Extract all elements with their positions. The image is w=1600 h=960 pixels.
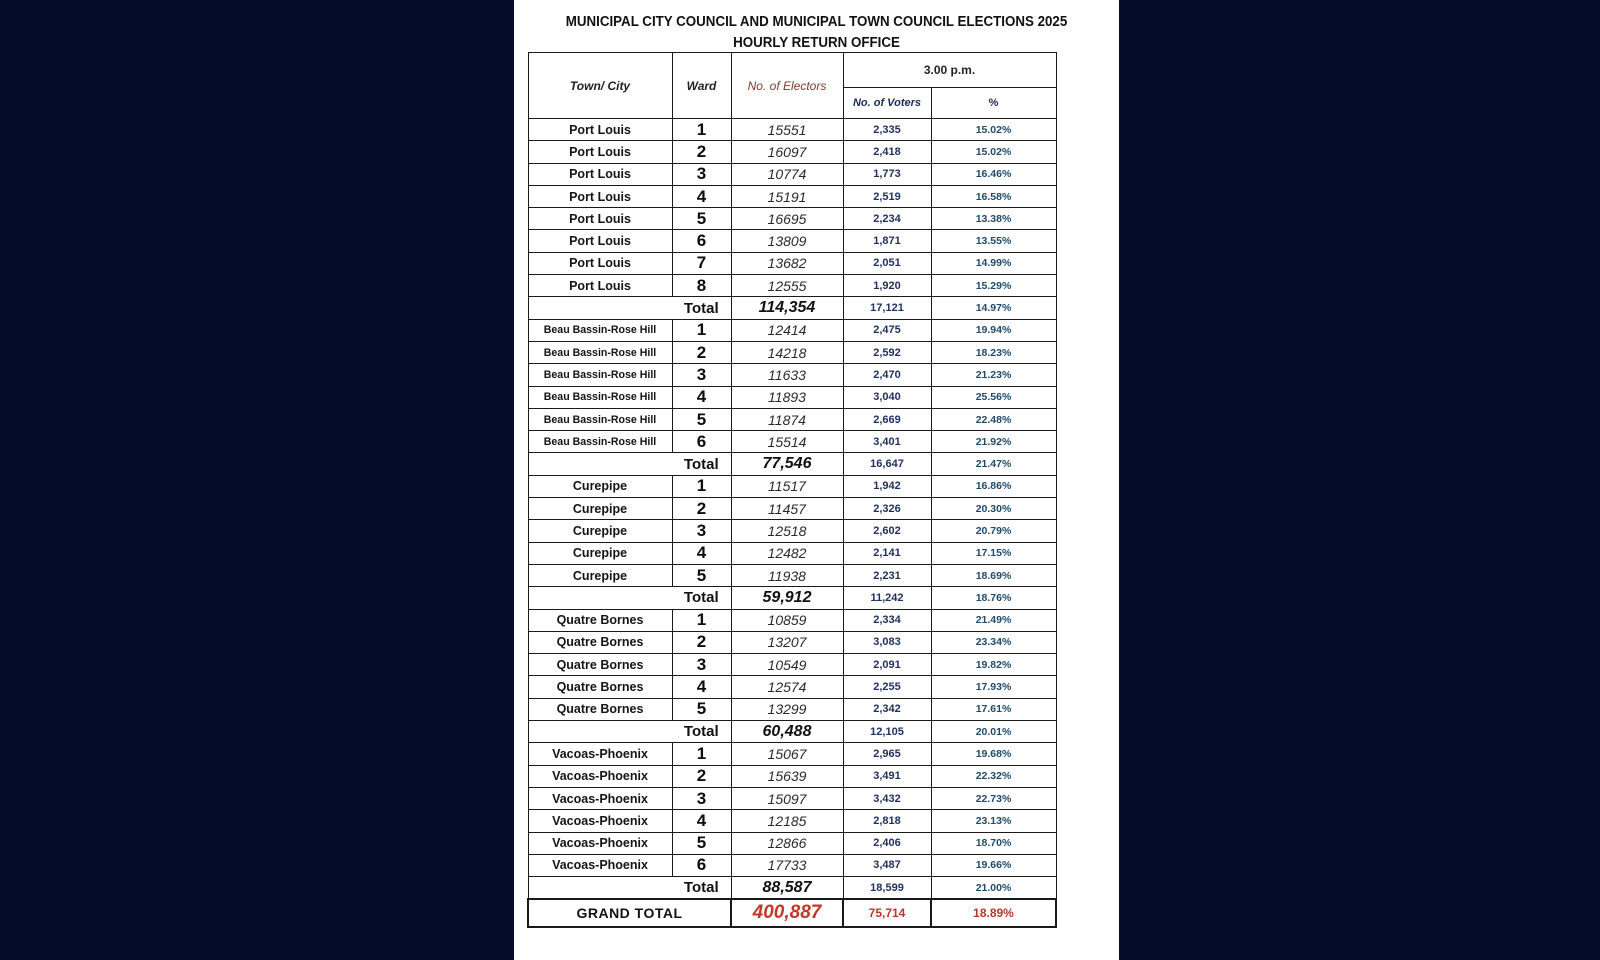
table-row xyxy=(528,275,1056,297)
ward-cell: 6 xyxy=(672,431,731,453)
grand-total-label: GRAND TOTAL xyxy=(528,899,731,927)
electors-cell: 11874 xyxy=(731,408,843,430)
voters-cell: 3,487 xyxy=(843,854,931,876)
header-electors: No. of Electors xyxy=(731,53,843,119)
voters-cell: 3,432 xyxy=(843,787,931,809)
town-cell: Quatre Bornes xyxy=(528,609,672,631)
town-cell: Quatre Bornes xyxy=(528,654,672,676)
town-cell: Vacoas-Phoenix xyxy=(528,854,672,876)
town-cell: Beau Bassin-Rose Hill xyxy=(528,341,672,363)
total-spacer-cell xyxy=(528,297,672,319)
town-cell: Curepipe xyxy=(528,498,672,520)
total-electors: 59,912 xyxy=(731,587,843,609)
total-row xyxy=(528,877,1056,900)
total-voters: 11,242 xyxy=(843,587,931,609)
electors-cell: 17733 xyxy=(731,854,843,876)
ward-cell: 3 xyxy=(672,520,731,542)
percent-cell: 19.66% xyxy=(931,854,1056,876)
ward-cell: 2 xyxy=(672,498,731,520)
header-town: Town/ City xyxy=(528,53,672,119)
electors-cell: 15067 xyxy=(731,743,843,765)
voters-cell: 2,818 xyxy=(843,810,931,832)
ward-cell: 1 xyxy=(672,475,731,497)
electors-cell: 11893 xyxy=(731,386,843,408)
town-cell: Vacoas-Phoenix xyxy=(528,787,672,809)
total-percent: 18.76% xyxy=(931,587,1056,609)
ward-cell: 3 xyxy=(672,654,731,676)
town-cell: Beau Bassin-Rose Hill xyxy=(528,386,672,408)
table-row xyxy=(528,743,1056,765)
electors-cell: 16097 xyxy=(731,141,843,163)
town-cell: Port Louis xyxy=(528,275,672,297)
total-label: Total xyxy=(672,587,731,609)
town-cell: Port Louis xyxy=(528,230,672,252)
percent-cell: 17.61% xyxy=(931,698,1056,720)
table-row xyxy=(528,230,1056,252)
voters-cell: 2,406 xyxy=(843,832,931,854)
total-spacer-cell xyxy=(528,721,672,743)
total-percent: 14.97% xyxy=(931,297,1056,319)
table-row xyxy=(528,631,1056,653)
percent-cell: 15.02% xyxy=(931,141,1056,163)
total-voters: 16,647 xyxy=(843,453,931,475)
table-row xyxy=(528,431,1056,453)
ward-cell: 1 xyxy=(672,743,731,765)
voters-cell: 2,470 xyxy=(843,364,931,386)
table-row xyxy=(528,163,1056,185)
percent-cell: 19.82% xyxy=(931,654,1056,676)
voters-cell: 3,083 xyxy=(843,631,931,653)
ward-cell: 4 xyxy=(672,386,731,408)
voters-cell: 2,592 xyxy=(843,341,931,363)
table-row xyxy=(528,408,1056,430)
total-label: Total xyxy=(672,297,731,319)
total-row xyxy=(528,721,1056,743)
total-row xyxy=(528,297,1056,319)
results-table xyxy=(527,52,1057,928)
voters-cell: 1,871 xyxy=(843,230,931,252)
ward-cell: 5 xyxy=(672,564,731,586)
total-electors: 88,587 xyxy=(731,877,843,900)
electors-cell: 11457 xyxy=(731,498,843,520)
table-row xyxy=(528,475,1056,497)
table-row xyxy=(528,654,1056,676)
total-voters: 18,599 xyxy=(843,877,931,900)
percent-cell: 21.49% xyxy=(931,609,1056,631)
percent-cell: 20.79% xyxy=(931,520,1056,542)
table-row xyxy=(528,252,1056,274)
percent-cell: 23.34% xyxy=(931,631,1056,653)
percent-cell: 22.48% xyxy=(931,408,1056,430)
voters-cell: 2,255 xyxy=(843,676,931,698)
total-electors: 77,546 xyxy=(731,453,843,475)
electors-cell: 12414 xyxy=(731,319,843,341)
voters-cell: 2,091 xyxy=(843,654,931,676)
table-row xyxy=(528,386,1056,408)
ward-cell: 2 xyxy=(672,765,731,787)
ward-cell: 1 xyxy=(672,609,731,631)
percent-cell: 16.46% xyxy=(931,163,1056,185)
ward-cell: 2 xyxy=(672,141,731,163)
electors-cell: 10774 xyxy=(731,163,843,185)
grand-total-voters: 75,714 xyxy=(843,899,931,927)
voters-cell: 2,326 xyxy=(843,498,931,520)
table-row xyxy=(528,364,1056,386)
ward-cell: 8 xyxy=(672,275,731,297)
table-row xyxy=(528,208,1056,230)
percent-cell: 17.15% xyxy=(931,542,1056,564)
voters-cell: 2,231 xyxy=(843,564,931,586)
grand-total-row xyxy=(528,899,1056,927)
table-row xyxy=(528,319,1056,341)
document-title: MUNICIPAL CITY COUNCIL AND MUNICIPAL TOWN COUNCIL ELECTIONS 2025 xyxy=(565,14,1068,30)
percent-cell: 15.29% xyxy=(931,275,1056,297)
electors-cell: 15551 xyxy=(731,119,843,141)
town-cell: Curepipe xyxy=(528,475,672,497)
town-cell: Port Louis xyxy=(528,163,672,185)
town-cell: Beau Bassin-Rose Hill xyxy=(528,364,672,386)
voters-cell: 2,334 xyxy=(843,609,931,631)
table-row xyxy=(528,341,1056,363)
ward-cell: 6 xyxy=(672,230,731,252)
town-cell: Port Louis xyxy=(528,119,672,141)
voters-cell: 2,669 xyxy=(843,408,931,430)
voters-cell: 2,141 xyxy=(843,542,931,564)
header-ward: Ward xyxy=(672,53,731,119)
percent-cell: 16.58% xyxy=(931,185,1056,207)
total-electors: 60,488 xyxy=(731,721,843,743)
town-cell: Beau Bassin-Rose Hill xyxy=(528,408,672,430)
town-cell: Curepipe xyxy=(528,520,672,542)
electors-cell: 12482 xyxy=(731,542,843,564)
table-row xyxy=(528,520,1056,542)
electors-cell: 13207 xyxy=(731,631,843,653)
electors-cell: 11938 xyxy=(731,564,843,586)
table-row xyxy=(528,141,1056,163)
electors-cell: 11517 xyxy=(731,475,843,497)
percent-cell: 18.70% xyxy=(931,832,1056,854)
electors-cell: 13682 xyxy=(731,252,843,274)
percent-cell: 18.23% xyxy=(931,341,1056,363)
table-row xyxy=(528,832,1056,854)
ward-cell: 2 xyxy=(672,631,731,653)
total-row xyxy=(528,587,1056,609)
total-spacer-cell xyxy=(528,453,672,475)
total-voters: 12,105 xyxy=(843,721,931,743)
voters-cell: 2,965 xyxy=(843,743,931,765)
table-row xyxy=(528,542,1056,564)
town-cell: Vacoas-Phoenix xyxy=(528,832,672,854)
town-cell: Vacoas-Phoenix xyxy=(528,810,672,832)
electors-cell: 12185 xyxy=(731,810,843,832)
ward-cell: 2 xyxy=(672,341,731,363)
percent-cell: 21.23% xyxy=(931,364,1056,386)
total-voters: 17,121 xyxy=(843,297,931,319)
town-cell: Port Louis xyxy=(528,252,672,274)
grand-total-percent: 18.89% xyxy=(931,899,1056,927)
header-percent: % xyxy=(931,88,1056,119)
voters-cell: 2,418 xyxy=(843,141,931,163)
electors-cell: 12518 xyxy=(731,520,843,542)
electors-cell: 16695 xyxy=(731,208,843,230)
total-spacer-cell xyxy=(528,587,672,609)
header-time: 3.00 p.m. xyxy=(843,53,1056,88)
voters-cell: 1,773 xyxy=(843,163,931,185)
voters-cell: 3,040 xyxy=(843,386,931,408)
grand-total-electors: 400,887 xyxy=(731,899,843,927)
electors-cell: 13809 xyxy=(731,230,843,252)
ward-cell: 6 xyxy=(672,854,731,876)
table-row xyxy=(528,810,1056,832)
percent-cell: 25.56% xyxy=(931,386,1056,408)
ward-cell: 5 xyxy=(672,208,731,230)
voters-cell: 2,475 xyxy=(843,319,931,341)
table-row xyxy=(528,676,1056,698)
voters-cell: 2,335 xyxy=(843,119,931,141)
voters-cell: 3,401 xyxy=(843,431,931,453)
ward-cell: 1 xyxy=(672,119,731,141)
electors-cell: 15191 xyxy=(731,185,843,207)
percent-cell: 23.13% xyxy=(931,810,1056,832)
results-body xyxy=(528,119,1056,928)
total-percent: 21.00% xyxy=(931,877,1056,900)
total-spacer-cell xyxy=(528,877,672,900)
town-cell: Vacoas-Phoenix xyxy=(528,743,672,765)
electors-cell: 12574 xyxy=(731,676,843,698)
ward-cell: 1 xyxy=(672,319,731,341)
town-cell: Quatre Bornes xyxy=(528,698,672,720)
total-label: Total xyxy=(672,877,731,900)
town-cell: Quatre Bornes xyxy=(528,631,672,653)
town-cell: Beau Bassin-Rose Hill xyxy=(528,431,672,453)
ward-cell: 4 xyxy=(672,542,731,564)
ward-cell: 4 xyxy=(672,810,731,832)
total-percent: 21.47% xyxy=(931,453,1056,475)
percent-cell: 22.73% xyxy=(931,787,1056,809)
electors-cell: 12866 xyxy=(731,832,843,854)
town-cell: Port Louis xyxy=(528,185,672,207)
table-row xyxy=(528,119,1056,141)
total-row xyxy=(528,453,1056,475)
percent-cell: 16.86% xyxy=(931,475,1056,497)
percent-cell: 13.38% xyxy=(931,208,1056,230)
percent-cell: 19.94% xyxy=(931,319,1056,341)
percent-cell: 18.69% xyxy=(931,564,1056,586)
ward-cell: 4 xyxy=(672,676,731,698)
electors-cell: 13299 xyxy=(731,698,843,720)
ward-cell: 3 xyxy=(672,364,731,386)
town-cell: Curepipe xyxy=(528,564,672,586)
electors-cell: 15097 xyxy=(731,787,843,809)
ward-cell: 5 xyxy=(672,698,731,720)
electors-cell: 12555 xyxy=(731,275,843,297)
town-cell: Quatre Bornes xyxy=(528,676,672,698)
results-sheet xyxy=(514,0,1119,960)
electors-cell: 15639 xyxy=(731,765,843,787)
town-cell: Curepipe xyxy=(528,542,672,564)
table-row xyxy=(528,498,1056,520)
voters-cell: 3,491 xyxy=(843,765,931,787)
voters-cell: 2,234 xyxy=(843,208,931,230)
voters-cell: 2,519 xyxy=(843,185,931,207)
electors-cell: 10549 xyxy=(731,654,843,676)
percent-cell: 14.99% xyxy=(931,252,1056,274)
town-cell: Vacoas-Phoenix xyxy=(528,765,672,787)
town-cell: Port Louis xyxy=(528,141,672,163)
table-row xyxy=(528,854,1056,876)
header-voters: No. of Voters xyxy=(843,88,931,119)
percent-cell: 20.30% xyxy=(931,498,1056,520)
voters-cell: 2,051 xyxy=(843,252,931,274)
total-label: Total xyxy=(672,721,731,743)
document-subtitle: HOURLY RETURN OFFICE xyxy=(733,35,900,51)
ward-cell: 3 xyxy=(672,163,731,185)
table-row xyxy=(528,609,1056,631)
voters-cell: 1,920 xyxy=(843,275,931,297)
percent-cell: 22.32% xyxy=(931,765,1056,787)
total-label: Total xyxy=(672,453,731,475)
electors-cell: 14218 xyxy=(731,341,843,363)
percent-cell: 21.92% xyxy=(931,431,1056,453)
ward-cell: 5 xyxy=(672,408,731,430)
voters-cell: 2,602 xyxy=(843,520,931,542)
percent-cell: 15.02% xyxy=(931,119,1056,141)
table-row xyxy=(528,185,1056,207)
ward-cell: 3 xyxy=(672,787,731,809)
table-row xyxy=(528,564,1056,586)
percent-cell: 19.68% xyxy=(931,743,1056,765)
town-cell: Beau Bassin-Rose Hill xyxy=(528,319,672,341)
voters-cell: 1,942 xyxy=(843,475,931,497)
ward-cell: 5 xyxy=(672,832,731,854)
voters-cell: 2,342 xyxy=(843,698,931,720)
table-row xyxy=(528,765,1056,787)
ward-cell: 7 xyxy=(672,252,731,274)
ward-cell: 4 xyxy=(672,185,731,207)
electors-cell: 10859 xyxy=(731,609,843,631)
electors-cell: 15514 xyxy=(731,431,843,453)
electors-cell: 11633 xyxy=(731,364,843,386)
table-row xyxy=(528,787,1056,809)
percent-cell: 17.93% xyxy=(931,676,1056,698)
total-electors: 114,354 xyxy=(731,297,843,319)
total-percent: 20.01% xyxy=(931,721,1056,743)
town-cell: Port Louis xyxy=(528,208,672,230)
table-row xyxy=(528,698,1056,720)
percent-cell: 13.55% xyxy=(931,230,1056,252)
